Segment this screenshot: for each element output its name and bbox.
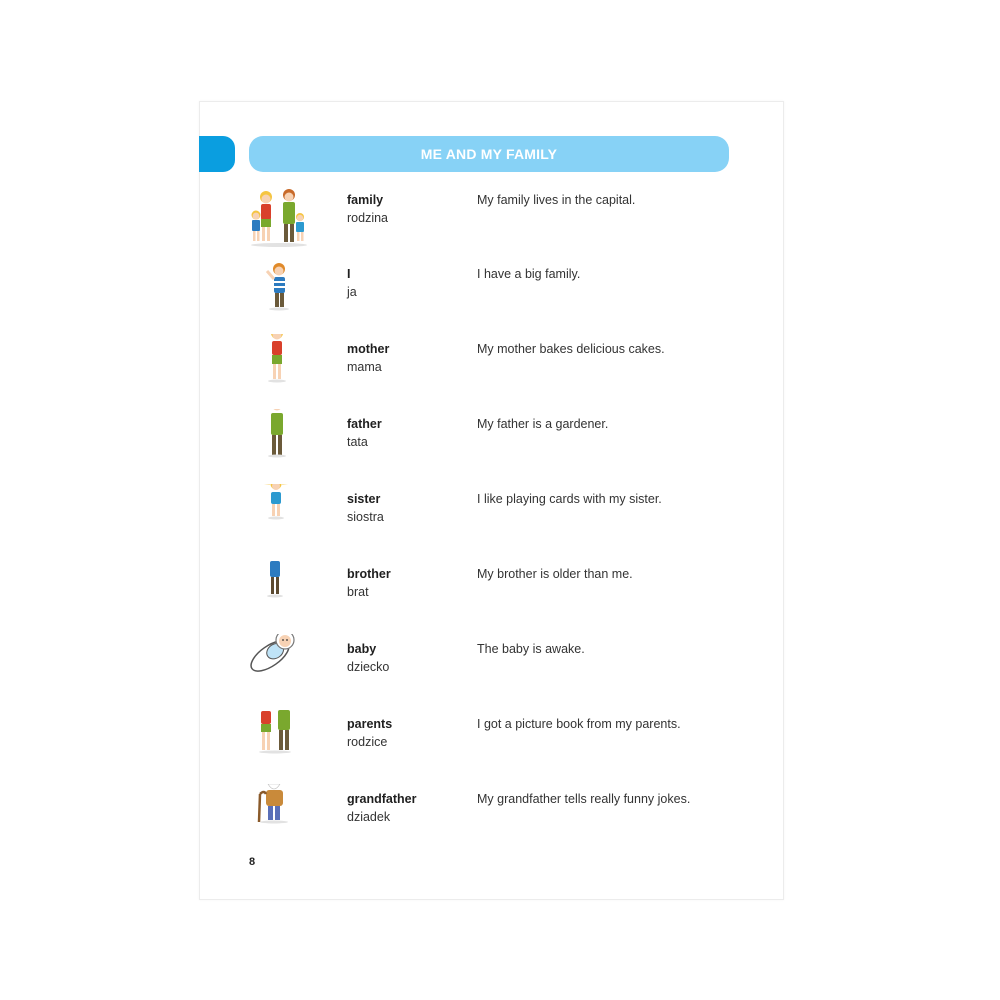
vocab-translation: mama	[347, 360, 382, 374]
vocab-word: father	[347, 417, 382, 431]
vocab-row-parents	[0, 717, 1000, 792]
vocab-translation: tata	[347, 435, 368, 449]
example-sentence: My grandfather tells really funny jokes.	[477, 792, 691, 806]
vocab-word: I	[347, 267, 351, 281]
mother-illustration-icon	[244, 334, 314, 402]
vocab-row-i	[0, 267, 1000, 342]
page-number: 8	[249, 856, 256, 868]
example-sentence: I got a picture book from my parents.	[477, 717, 681, 731]
baby-illustration-icon	[244, 634, 314, 702]
vocab-translation: dziecko	[347, 660, 390, 674]
father-illustration-icon	[244, 409, 314, 477]
vocab-word: grandfather	[347, 792, 417, 806]
vocab-row-family	[0, 193, 1000, 268]
example-sentence: My brother is older than me.	[477, 567, 633, 581]
example-sentence: I have a big family.	[477, 267, 581, 281]
vocab-row-baby	[0, 642, 1000, 717]
boy-waving-illustration-icon	[244, 259, 314, 327]
chapter-side-tab	[199, 136, 235, 172]
vocab-word: parents	[347, 717, 393, 731]
vocab-row-brother	[0, 567, 1000, 642]
vocab-row-mother	[0, 342, 1000, 417]
example-sentence: The baby is awake.	[477, 642, 585, 656]
vocab-translation: dziadek	[347, 810, 391, 824]
vocab-word: mother	[347, 342, 390, 356]
vocab-translation: ja	[347, 285, 357, 299]
brother-illustration-icon	[244, 559, 314, 627]
vocab-word: sister	[347, 492, 381, 506]
example-sentence: My father is a gardener.	[477, 417, 609, 431]
example-sentence: I like playing cards with my sister.	[477, 492, 662, 506]
vocab-translation: brat	[347, 585, 369, 599]
grandfather-illustration-icon	[244, 784, 314, 852]
vocab-word: brother	[347, 567, 391, 581]
vocab-row-grandfather	[0, 792, 1000, 867]
vocab-word: family	[347, 193, 384, 207]
vocab-row-sister	[0, 492, 1000, 567]
parents-illustration-icon	[244, 709, 314, 777]
vocab-translation: rodzina	[347, 211, 388, 225]
sister-illustration-icon	[244, 484, 314, 552]
chapter-title: ME AND MY FAMILY	[420, 146, 558, 162]
chapter-title-bar	[249, 136, 729, 172]
family-illustration-icon	[244, 185, 314, 253]
vocab-word: baby	[347, 642, 377, 656]
vocab-row-father	[0, 417, 1000, 492]
example-sentence: My family lives in the capital.	[477, 193, 636, 207]
vocab-translation: rodzice	[347, 735, 388, 749]
vocab-translation: siostra	[347, 510, 384, 524]
example-sentence: My mother bakes delicious cakes.	[477, 342, 665, 356]
